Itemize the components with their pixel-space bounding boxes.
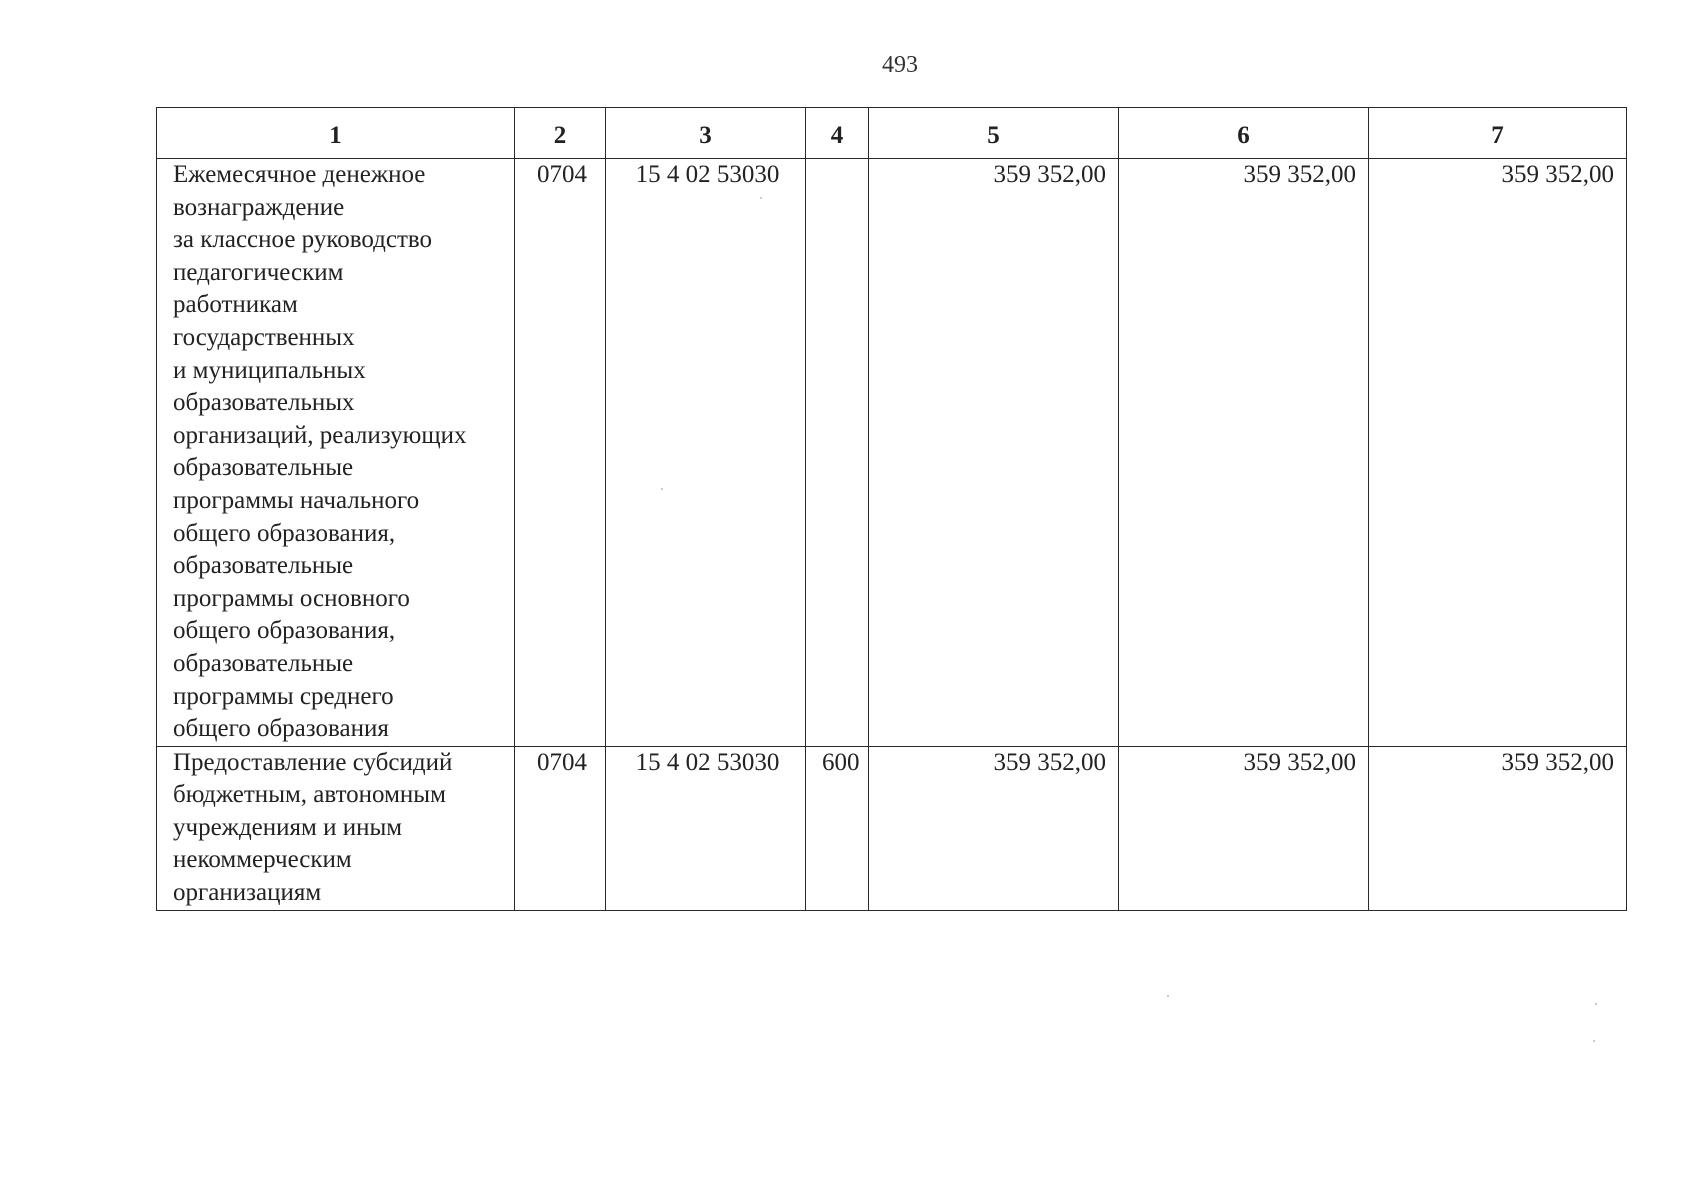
amount-cell-7: 359 352,00 xyxy=(1369,746,1627,910)
expense-name-cell xyxy=(157,159,515,747)
section-code-cell: 0704 xyxy=(515,159,606,747)
scan-speck xyxy=(661,488,663,490)
section-code-cell: 0704 xyxy=(515,746,606,910)
amount-cell-6: 359 352,00 xyxy=(1119,746,1369,910)
name-line: образовательных xyxy=(173,389,355,417)
scan-speck xyxy=(760,197,762,199)
amount-cell-7: 359 352,00 xyxy=(1369,159,1627,747)
name-line: организаций, реализующих xyxy=(173,421,467,449)
table-row xyxy=(157,746,1627,910)
name-line: педагогическим xyxy=(173,258,344,286)
table-row xyxy=(157,159,1627,747)
name-line: вознаграждение xyxy=(173,193,345,221)
name-line: образовательные xyxy=(173,649,354,677)
name-line: за классное руководство xyxy=(173,226,432,254)
amount-cell-5: 359 352,00 xyxy=(869,746,1119,910)
name-line: государственных xyxy=(173,323,355,351)
budget-table xyxy=(156,107,1627,911)
target-article-cell: 15 4 02 53030 xyxy=(606,159,806,747)
scan-speck xyxy=(1595,1003,1597,1005)
name-line: программы начального xyxy=(173,486,420,514)
name-line: образовательные xyxy=(173,552,354,580)
scan-speck xyxy=(1167,995,1169,997)
column-header-1: 1 xyxy=(157,108,515,159)
name-line: программы среднего xyxy=(173,682,394,710)
name-line: образовательные xyxy=(173,454,354,482)
name-line: общего образования, xyxy=(173,519,396,547)
expense-name-cell xyxy=(157,746,515,910)
column-header-6: 6 xyxy=(1119,108,1369,159)
name-line: программы основного xyxy=(173,584,410,612)
column-header-3: 3 xyxy=(606,108,806,159)
target-article-cell: 15 4 02 53030 xyxy=(606,746,806,910)
amount-cell-5: 359 352,00 xyxy=(869,159,1119,747)
expense-type-cell: 600 xyxy=(806,746,869,910)
name-line: общего образования, xyxy=(173,617,396,645)
name-line: Ежемесячное денежное xyxy=(173,161,426,188)
column-header-5: 5 xyxy=(869,108,1119,159)
page-number: 493 xyxy=(882,52,918,78)
name-line: учреждениям и иным xyxy=(173,813,403,841)
column-header-4: 4 xyxy=(806,108,869,159)
name-line: общего образования xyxy=(173,715,389,743)
name-line: Предоставление субсидий xyxy=(173,748,453,776)
table-header-row xyxy=(157,108,1627,159)
name-line: и муниципальных xyxy=(173,356,366,384)
name-line: организациям xyxy=(173,879,322,907)
name-line: некоммерческим xyxy=(173,846,352,874)
name-line: бюджетным, автономным xyxy=(173,781,446,809)
scan-speck xyxy=(1593,1040,1595,1042)
name-line: работникам xyxy=(173,291,298,319)
amount-cell-6: 359 352,00 xyxy=(1119,159,1369,747)
column-header-2: 2 xyxy=(515,108,606,159)
expense-type-cell xyxy=(806,159,869,747)
column-header-7: 7 xyxy=(1369,108,1627,159)
